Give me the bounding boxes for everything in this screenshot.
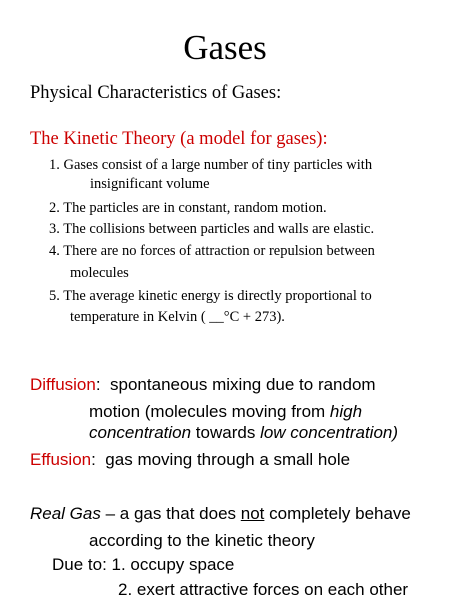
kinetic-item-1: 1. Gases consist of a large number of tiny particles with (49, 157, 373, 173)
real-gas-not-underlined: not (240, 504, 265, 523)
real-gas-term: Real Gas (30, 504, 101, 523)
kinetic-item-3: 3. The collisions between particles and walls are elastic. (49, 221, 375, 237)
diffusion-towards-text: towards (191, 423, 261, 442)
real-gas-line-2: according to the kinetic theory (89, 531, 315, 550)
diffusion-definition (30, 376, 376, 393)
effusion-definition (30, 451, 350, 468)
page-title: Gases (183, 28, 267, 67)
real-gas-definition (30, 505, 411, 522)
diffusion-colon: : (95, 375, 101, 394)
diffusion-def-line-3 (89, 424, 398, 441)
kinetic-item-5: 5. The average kinetic energy is directly proportional to (49, 288, 372, 304)
kinetic-item-2: 2. The particles are in constant, random motion. (49, 200, 327, 216)
physical-characteristics-heading: Physical Characteristics of Gases: (30, 83, 282, 103)
diffusion-concentration-emphasis: concentration (89, 423, 192, 442)
diffusion-high-emphasis: high (329, 402, 363, 421)
kinetic-item-1-continued: insignificant volume (90, 176, 210, 192)
kinetic-item-4: 4. There are no forces of attraction or repulsion between (49, 243, 375, 259)
kinetic-item-5-continued: temperature in Kelvin ( __°C + 273). (70, 309, 285, 325)
diffusion-term: Diffusion (30, 375, 96, 394)
kinetic-item-4-continued: molecules (70, 265, 129, 281)
real-gas-line-1-end: completely behave (264, 504, 411, 523)
diffusion-def-line-2 (89, 403, 362, 420)
effusion-colon: : (91, 450, 96, 469)
diffusion-def-line-1: spontaneous mixing due to random (100, 375, 376, 394)
kinetic-theory-heading: The Kinetic Theory (a model for gases): (30, 129, 328, 149)
real-gas-due-to-2: 2. exert attractive forces on each other (118, 580, 409, 599)
real-gas-due-to-1: Due to: 1. occupy space (52, 555, 235, 574)
effusion-def-text: gas moving through a small hole (95, 450, 351, 469)
real-gas-line-1-mid: – a gas that does (100, 504, 241, 523)
effusion-term: Effusion (30, 450, 92, 469)
diffusion-def-line-2-text: motion (molecules moving from (89, 402, 330, 421)
diffusion-low-concentration-emphasis: low concentration) (260, 423, 399, 442)
